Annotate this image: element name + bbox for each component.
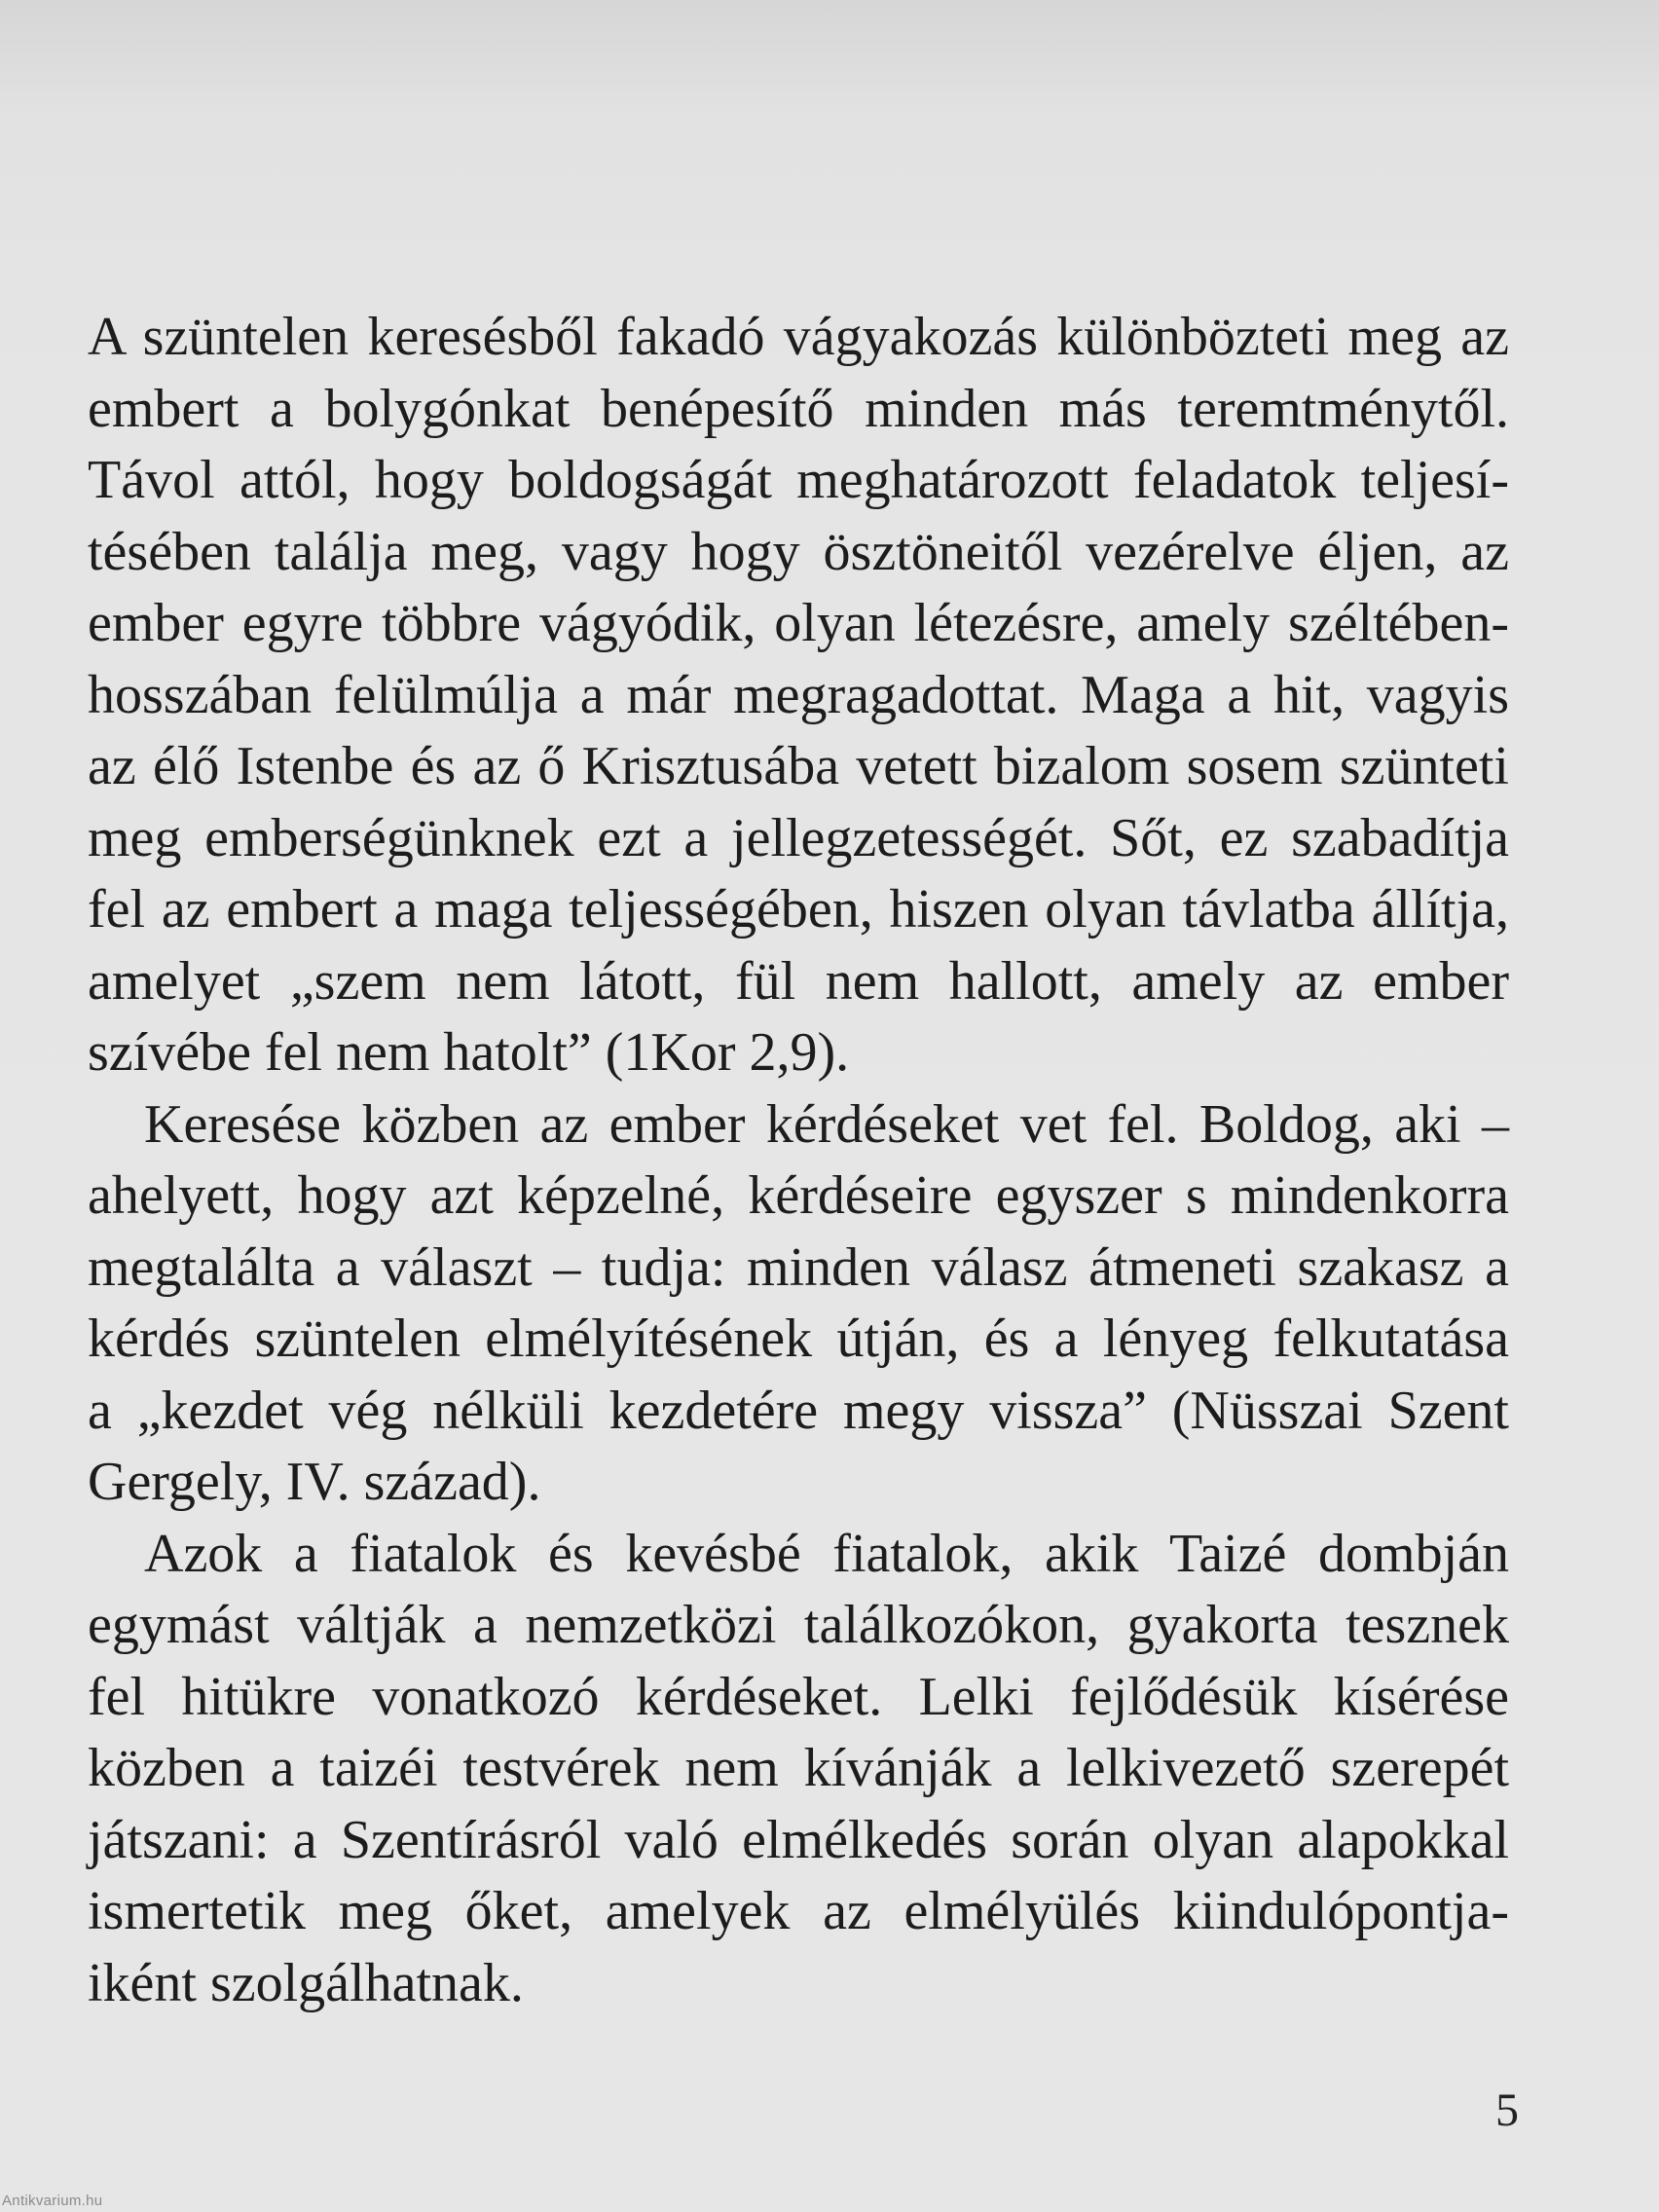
paragraph-2 bbox=[88, 1089, 1509, 1519]
text-line: A szüntelen keresésből fakadó vágyakozás különbözteti meg az bbox=[88, 307, 1509, 367]
text-line: tésében találja meg, vagy hogy ösztöneitől vezérelve éljen, az bbox=[88, 521, 1509, 582]
text-line: közben a taizéi testvérek nem kívánják a lelkivezető szerepét bbox=[88, 1738, 1509, 1798]
text-line: ember egyre többre vágyódik, olyan létezésre, amely széltében- bbox=[88, 593, 1509, 653]
text-line: meg emberségünknek ezt a jellegzetességét. Sőt, ez szabadítja bbox=[88, 807, 1509, 868]
text-line: megtalálta a választ – tudja: minden válasz átmeneti szakasz a bbox=[88, 1236, 1509, 1298]
text-line: egymást váltják a nemzetközi találkozókon, gyakorta tesznek bbox=[88, 1595, 1509, 1655]
text-line: Keresése közben az ember kérdéseket vet fel. Boldog, aki – bbox=[144, 1093, 1509, 1155]
paragraph-3 bbox=[88, 1519, 1509, 2020]
text-line: ismertetik meg őket, amelyek az elmélyülés kiindulópontja- bbox=[88, 1881, 1509, 1941]
text-line: ahelyett, hogy azt képzelné, kérdéseire egyszer s mindenkorra bbox=[88, 1165, 1509, 1226]
paragraph-1 bbox=[88, 302, 1509, 1089]
text-line: iként szolgálhatnak. bbox=[88, 1952, 524, 2013]
text-line: embert a bolygónkat benépesítő minden más teremtménytől. bbox=[88, 378, 1509, 439]
page-number: 5 bbox=[1495, 2084, 1519, 2136]
text-line: Távol attól, hogy boldogságát meghatározott feladatok teljesí- bbox=[88, 450, 1509, 510]
text-line: játszani: a Szentírásról való elmélkedés során olyan alapokkal bbox=[88, 1809, 1509, 1870]
text-line: fel hitükre vonatkozó kérdéseket. Lelki fejlődésük kísérése bbox=[88, 1666, 1509, 1727]
text-line: Azok a fiatalok és kevésbé fiatalok, akik Taizé dombján bbox=[144, 1523, 1509, 1584]
text-line: Gergely, IV. század). bbox=[88, 1452, 541, 1512]
body-text bbox=[88, 302, 1509, 2019]
text-line: az élő Istenbe és az ő Krisztusába vetett bizalom sosem szünteti bbox=[88, 736, 1509, 796]
text-line: fel az embert a maga teljességében, hiszen olyan távlatba állítja, bbox=[88, 879, 1509, 940]
text-line: a „kezdet vég nélküli kezdetére megy vissza” (Nüsszai Szent bbox=[88, 1380, 1509, 1441]
text-line: hosszában felülmúlja a már megragadottat. Maga a hit, vagyis bbox=[88, 664, 1509, 725]
text-line: kérdés szüntelen elmélyítésének útján, és a lényeg felkutatása bbox=[88, 1309, 1509, 1369]
watermark: Antikvarium.hu bbox=[2, 2193, 103, 2209]
text-line: szívébe fel nem hatolt” (1Kor 2,9). bbox=[88, 1022, 850, 1083]
text-line: amelyet „szem nem látott, fül nem hallott, amely az ember bbox=[88, 950, 1509, 1012]
